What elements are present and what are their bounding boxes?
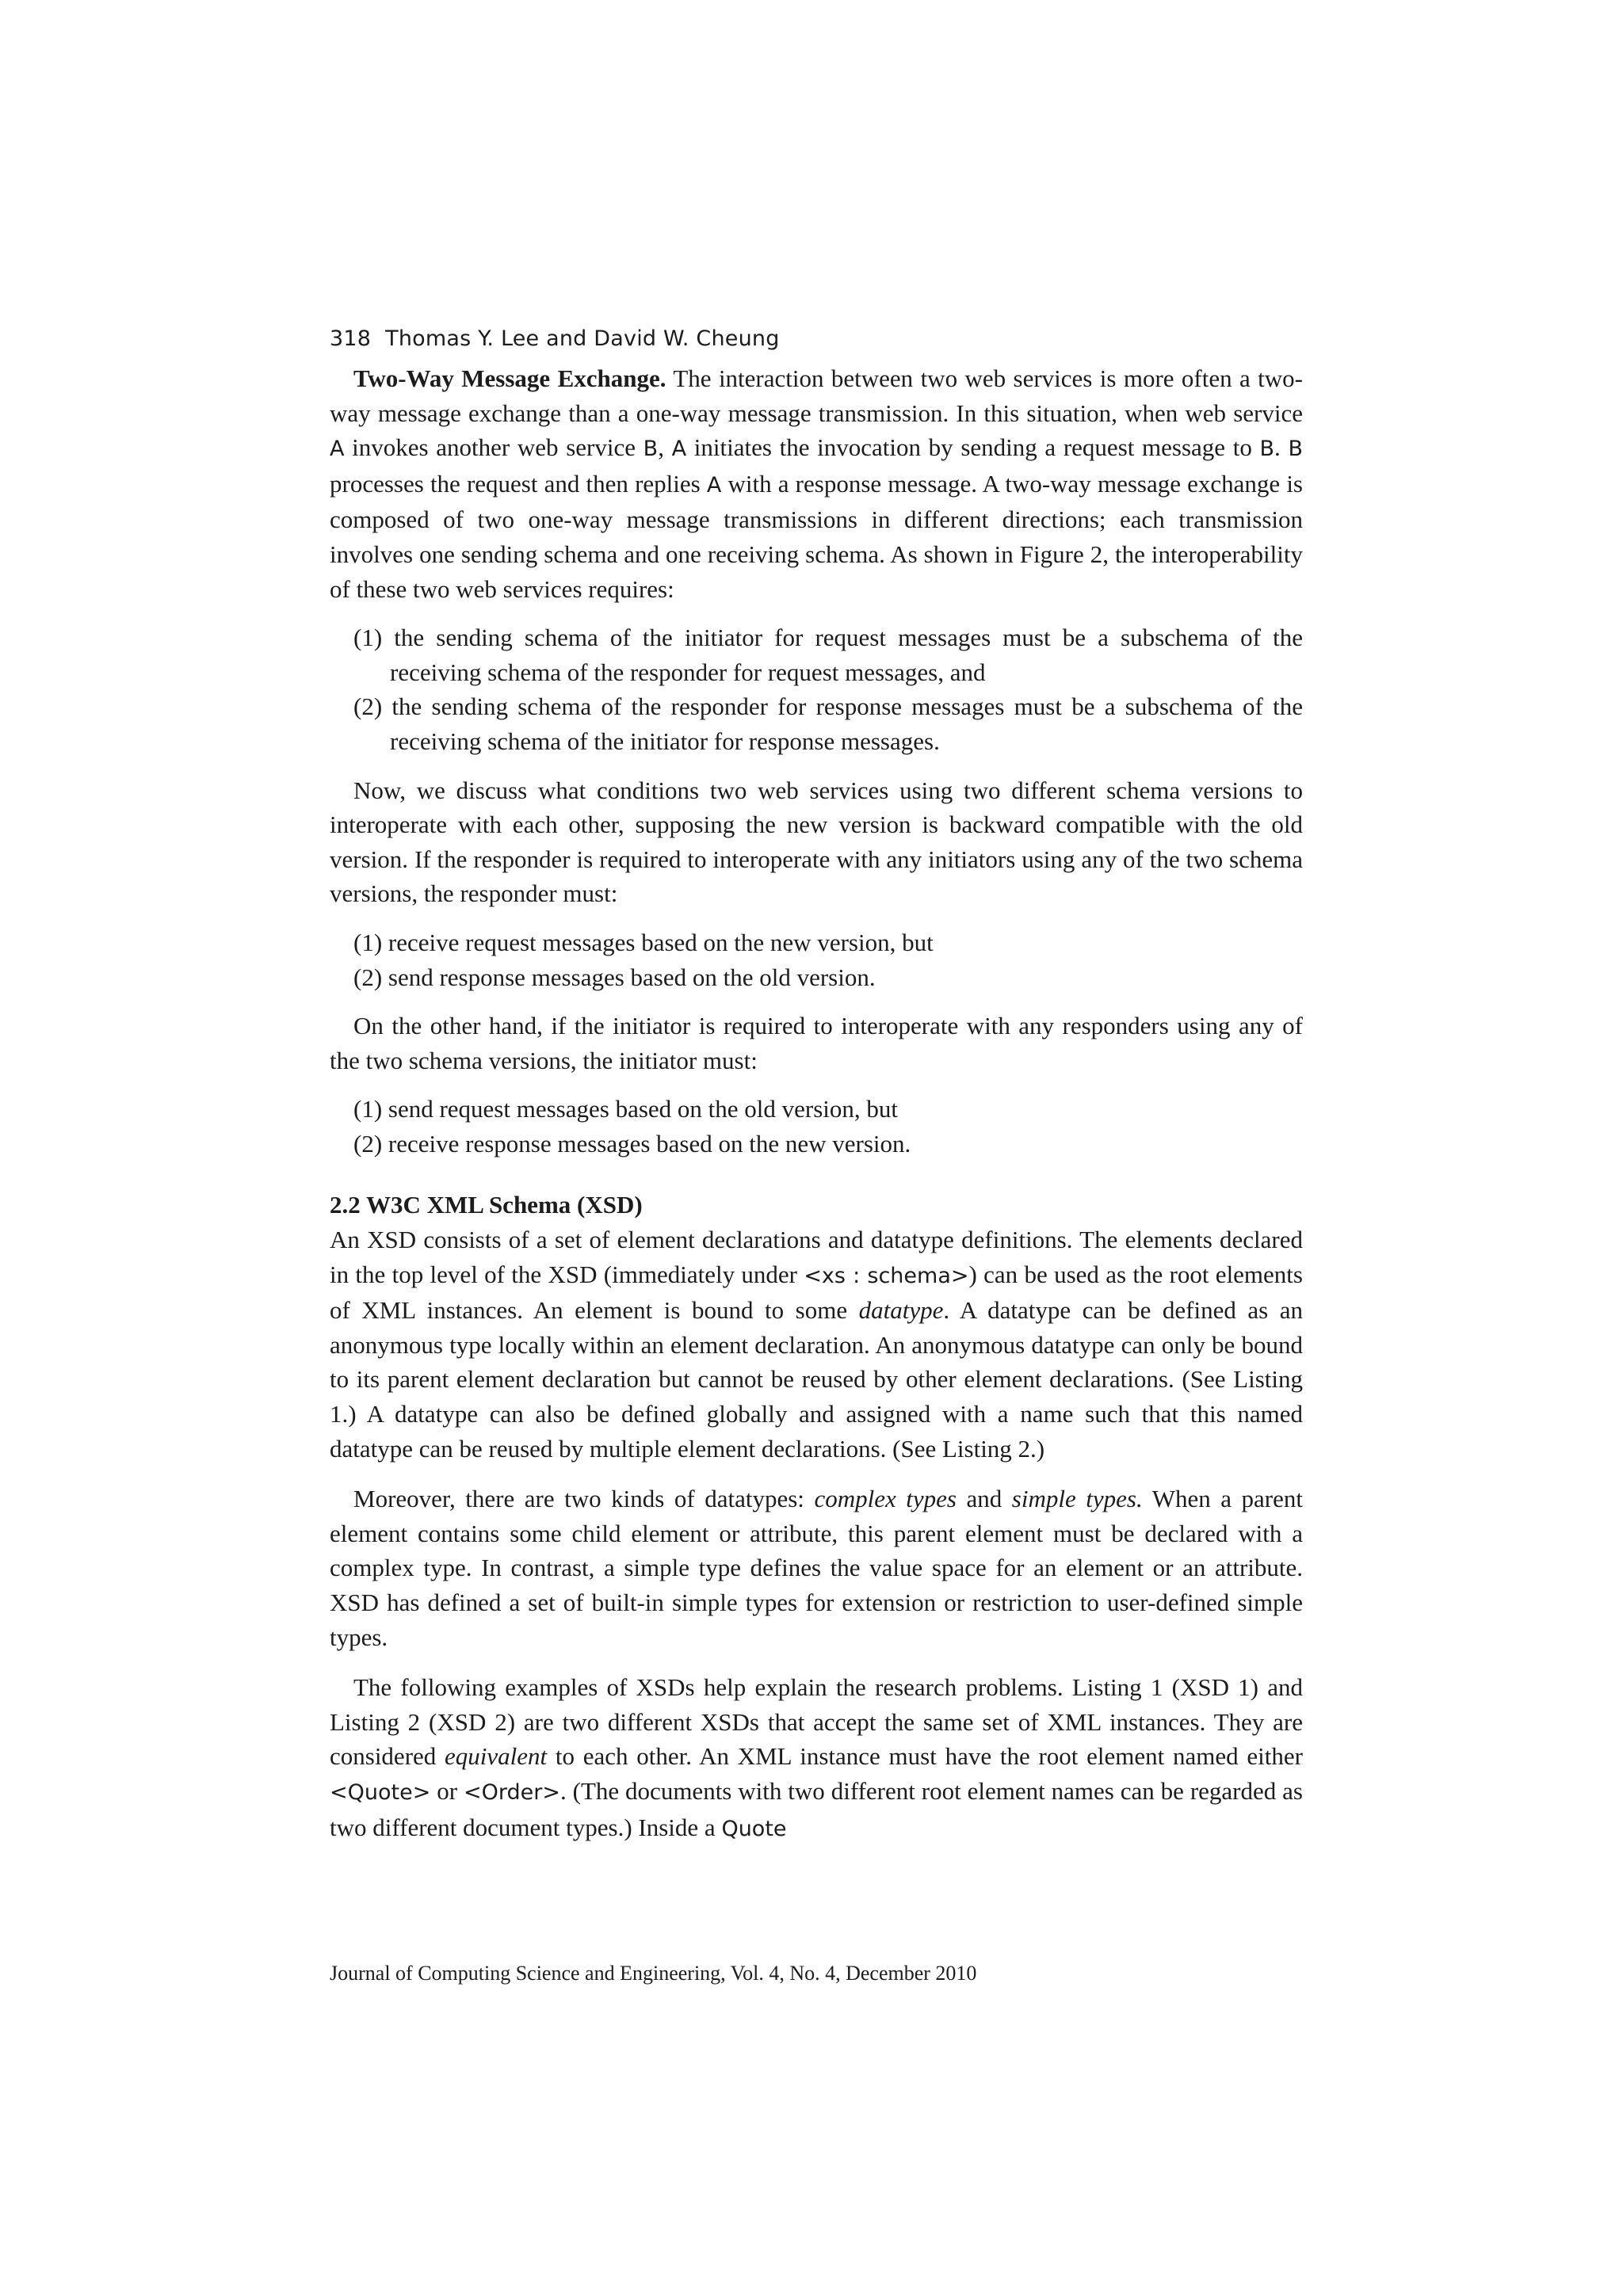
- inline-code: Quote: [721, 1816, 787, 1841]
- emphasis: equivalent: [445, 1742, 548, 1771]
- list-item: (2) the sending schema of the responder for response messages must be a subschema of the receiving schema of the initiator for response messages.: [353, 692, 1303, 755]
- running-header: [330, 326, 780, 351]
- paragraph-examples: The following examples of XSDs help explain the research problems. Listing 1 (XSD 1) and Listing 2 (XSD 2) are two different XSDs that accept the same set of XML instances. They are considered equivalent to each other. An XML instance must have the root element named either <Quote> or <Order>. (The documents with two different root element names can be regarded as two different document types.) Inside a Quote: [330, 1673, 1304, 1841]
- emphasis: datatype: [858, 1296, 944, 1325]
- inline-code: B: [1288, 437, 1303, 462]
- paragraph-datatypes: Moreover, there are two kinds of datatypes: complex types and simple types. When a parent element contains some child element or attribute, this parent element must be declared with a complex type. In contrast, a simple type defines the value space for an element or an attribute. XSD has defined a set of built-in simple types for extension or restriction to user-defined simple types.: [330, 1485, 1303, 1651]
- inline-code: B: [1259, 437, 1275, 462]
- list-item: (2) send response messages based on the old version.: [353, 963, 876, 991]
- paragraph-initiator: On the other hand, if the initiator is required to interoperate with any responders using any of the two schema versions, the initiator must:: [330, 1012, 1303, 1074]
- interoperability-requirements-list: [330, 620, 1303, 758]
- inline-code: A: [671, 437, 687, 462]
- paragraph-xsd-intro: An XSD consists of a set of element declarations and datatype definitions. The elements declared in the top level of the XSD (immediately under <xs : schema>) can be used as the root elements of XML instances. An element is bound to some datatype. A datatype can be defined as an anonymous type locally within an element declaration. An anonymous datatype can only be bound to its parent element declaration but cannot be reused by other element declarations. (See Listing 1.) A datatype can also be defined globally and assigned with a name such that this named datatype can be reused by multiple element declarations. (See Listing 2.): [330, 1226, 1303, 1463]
- initiator-requirements-list: [330, 1092, 1303, 1161]
- inline-code: A: [330, 437, 345, 462]
- emphasis: complex types: [814, 1485, 957, 1513]
- inline-code: A: [706, 472, 722, 498]
- inline-code: B: [643, 437, 659, 462]
- inline-code: <xs : schema>: [804, 1263, 969, 1288]
- inline-code: <Quote>: [330, 1779, 431, 1805]
- section-heading: 2.2 W3C XML Schema (XSD): [330, 1191, 643, 1219]
- page-number: 318: [330, 326, 372, 351]
- paragraph-two-way-exchange: Two-Way Message Exchange. The interaction between two web services is more often a two-way message exchange than a one-way message transmission. In this situation, when web service A invokes another web service B, A initiates the invocation by sending a request message to B. B processes the request and then replies A with a response message. A two-way message exchange is composed of two one-way message transmissions in different directions; each transmission involves one sending schema and one receiving schema. As shown in Figure 2, the interoperability of these two web services requires:: [330, 364, 1303, 603]
- list-item: (2) receive response messages based on the new version.: [353, 1129, 911, 1158]
- responder-requirements-list: [330, 925, 1303, 994]
- page-body: [330, 361, 1303, 1846]
- paragraph-lead: Two-Way Message Exchange.: [353, 364, 666, 392]
- inline-code: <Order>: [463, 1779, 560, 1805]
- journal-footer: Journal of Computing Science and Engineering, Vol. 4, No. 4, December 2010: [330, 1962, 977, 1985]
- paragraph-schema-versions: Now, we discuss what conditions two web services using two different schema versions to interoperate with each other, supposing the new version is backward compatible with the old version. If the responder is required to interoperate with any initiators using any of the two schema versions, the responder must:: [330, 776, 1303, 908]
- list-item: (1) receive request messages based on the new version, but: [353, 928, 934, 956]
- emphasis: simple types.: [1011, 1485, 1143, 1513]
- authors: Thomas Y. Lee and David W. Cheung: [385, 326, 780, 351]
- list-item: (1) send request messages based on the old version, but: [353, 1095, 899, 1123]
- list-item: (1) the sending schema of the initiator for request messages must be a subschema of the receiving schema of the responder for request messages, and: [353, 624, 1303, 686]
